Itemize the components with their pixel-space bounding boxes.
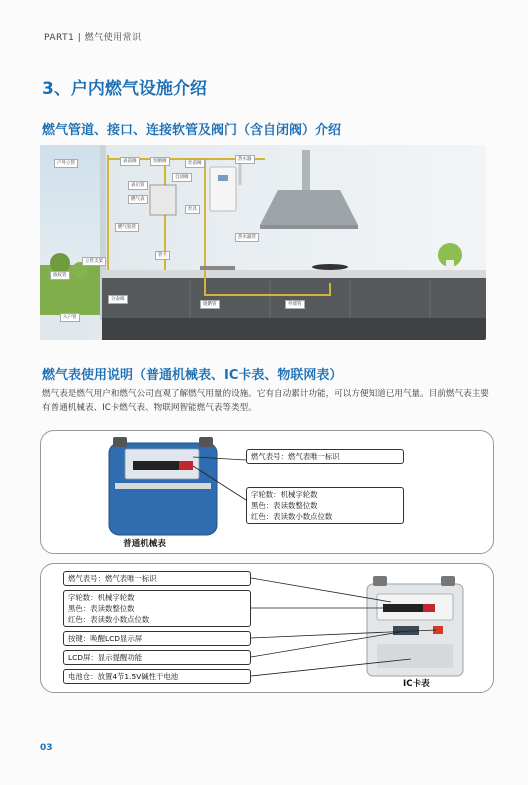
label-gas-meter: 燃气表 xyxy=(128,195,148,204)
page-header: PART1 | 燃气使用常识 xyxy=(44,33,142,43)
label-flame-retardant-pipe: 阻燃管 xyxy=(200,300,220,309)
ic-label-battery: 电池仓：放置4节1.5V碱性干电池 xyxy=(63,669,251,684)
label-post-meter-pipe: 表后管 xyxy=(128,181,148,190)
kitchen-illustration xyxy=(40,145,486,340)
ic-label-lcd: LCD屏：显示提醒功能 xyxy=(63,650,251,665)
page-number: 03 xyxy=(40,743,53,753)
label-sub-meter-valve: 分表阀 xyxy=(108,295,128,304)
mech-label-digits-line3: 红色：表读数小数点位数 xyxy=(251,512,333,521)
meters-title: 燃气表使用说明（普通机械表、IC卡表、物联网表） xyxy=(42,368,343,383)
ic-label-digits xyxy=(63,590,251,627)
ic-label-button: 按键：唤醒LCD显示屏 xyxy=(63,631,251,646)
meters-intro: 燃气表是燃气用户和燃气公司直观了解燃气用量的设施。它有自动累计功能，可以方便知道已用气量。目前燃气表主要有普通机械表、IC卡燃气表、物联网智能燃气表等类型。 xyxy=(42,389,489,413)
label-cutoff-valve: 切断阀 xyxy=(150,157,170,166)
label-stove-valve: 灶前阀 xyxy=(185,159,205,168)
kitchen-image xyxy=(40,145,486,340)
mechanical-meter-caption: 普通机械表 xyxy=(123,539,166,549)
label-self-closing-valve: 自闭阀 xyxy=(172,173,192,182)
pipes-subtitle: 燃气管道、接口、连接软管及阀门（含自闭阀）介绍 xyxy=(42,123,342,138)
mech-label-meter-number: 燃气表号：燃气表唯一标识 xyxy=(246,449,404,464)
label-corrugated-pipe: 波纹管 xyxy=(50,271,70,280)
label-outdoor-riser: 户外立管 xyxy=(54,159,78,168)
label-pipe-clamp: 管卡 xyxy=(155,251,170,260)
ic-label-digits-line3: 红色：表读数小数点位数 xyxy=(68,615,150,624)
label-exterior-pipe: 外墙管 xyxy=(285,300,305,309)
label-heater-pipe: 热水器管 xyxy=(235,233,259,242)
ic-label-meter-number: 燃气表号：燃气表唯一标识 xyxy=(63,571,251,586)
label-inlet-pipe: 入户管 xyxy=(60,313,80,322)
section-title: 3、户内燃气设施介绍 xyxy=(42,79,207,99)
mech-label-digits-line2: 黑色：表读数整位数 xyxy=(251,501,318,510)
ic-label-digits-line2: 黑色：表读数整位数 xyxy=(68,604,135,613)
ic-label-digits-line1: 字轮数：机械字轮数 xyxy=(68,593,135,602)
label-riser-bracket: 立管支架 xyxy=(82,257,106,266)
mech-label-digits xyxy=(246,487,404,524)
label-stove: 灶具 xyxy=(185,205,200,214)
mech-label-digits-line1: 字轮数：机械字轮数 xyxy=(251,490,318,499)
label-meter-valve: 表前阀 xyxy=(120,157,140,166)
label-water-heater: 热水器 xyxy=(235,155,255,164)
ic-meter-panel xyxy=(40,563,494,693)
ic-meter-caption: IC卡表 xyxy=(403,679,430,689)
mechanical-meter-panel xyxy=(40,430,494,554)
label-gas-hose: 燃气软管 xyxy=(115,223,139,232)
